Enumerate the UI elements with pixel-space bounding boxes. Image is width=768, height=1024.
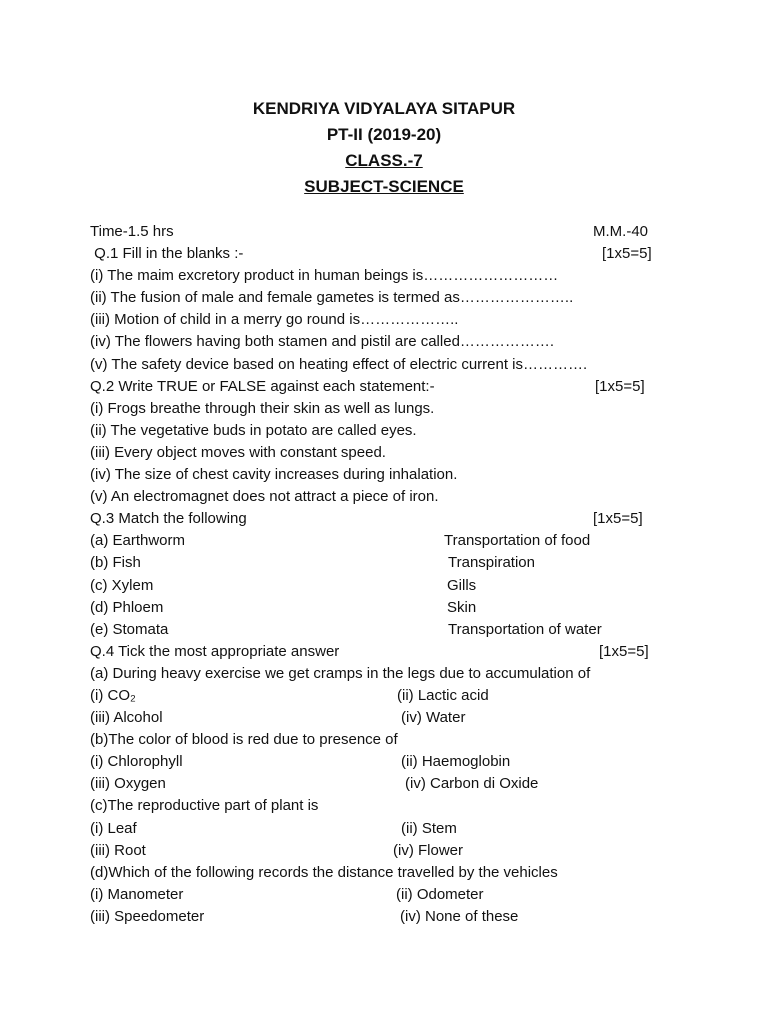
mcq-option: (i) Chlorophyll [90,753,183,771]
match-row [90,597,670,619]
mcq-option: (iv) Water [401,709,466,727]
mcq-option: (ii) Odometer [396,885,484,903]
mcq-question: (a) During heavy exercise we get cramps in the legs due to accumulation of [90,664,591,682]
mcq-option-row [90,884,670,906]
match-left: (a) Earthworm [90,532,186,550]
q1-title: Q.1 Fill in the blanks :- [90,245,244,263]
q2-item: (iv) The size of chest cavity increases during inhalation. [90,466,458,484]
q1-item: (iv) The flowers having both stamen and pistil are called………………. [90,333,555,351]
q2-heading [90,376,670,398]
q3-marks: [1x5=5] [593,510,643,528]
q3-heading [90,508,670,530]
class-title: CLASS.-7 [345,151,423,170]
match-row [90,575,670,597]
time-text: Time-1.5 hrs [90,223,174,240]
q1-item: (ii) The fusion of male and female gametes is termed as………………….. [90,289,574,307]
match-left: (d) Phloem [90,598,164,616]
q3-title: Q.3 Match the following [90,510,247,528]
mcq-option: (iv) None of these [400,907,519,925]
q1-marks: [1x5=5] [602,245,652,263]
mcq-option: (i) Manometer [90,885,184,903]
mcq-option: (iii) Root [90,841,146,859]
q1-item: (v) The safety device based on heating effect of electric current is…………. [90,355,588,373]
q2-item: (v) An electromagnet does not attract a piece of iron. [90,488,439,506]
q4-heading [90,641,670,663]
match-row [90,530,670,552]
mcq-option: (i) CO₂ [90,686,136,704]
mcq-option-row [90,685,670,707]
match-left: (c) Xylem [90,576,154,594]
max-marks-text: M.M.-40 [593,223,649,240]
mcq-option-row [90,906,670,928]
match-left: (e) Stomata [90,620,169,638]
mcq-option-row [90,707,670,729]
match-right: Gills [447,576,477,594]
document-header [0,96,768,200]
meta-line [90,221,670,243]
school-name: KENDRIYA VIDYALAYA SITAPUR [252,99,516,118]
q1-item: (iii) Motion of child in a merry go round is……………….. [90,311,459,329]
mcq-option: (ii) Lactic acid [397,686,489,704]
mcq-option: (ii) Haemoglobin [401,753,511,771]
q2-item: (ii) The vegetative buds in potato are called eyes. [90,421,417,439]
mcq-option-row [90,773,670,795]
mcq-question: (c)The reproductive part of plant is [90,797,319,815]
mcq-option-row [90,818,670,840]
mcq-question: (d)Which of the following records the distance travelled by the vehicles [90,863,558,881]
q1-heading [90,243,670,265]
match-right: Transportation of food [444,532,591,550]
q4-marks: [1x5=5] [599,642,649,660]
match-right: Transpiration [448,554,535,572]
mcq-option: (iv) Carbon di Oxide [405,775,539,793]
match-right: Skin [447,598,477,616]
q2-marks: [1x5=5] [595,377,645,395]
q2-item: (i) Frogs breathe through their skin as well as lungs. [90,399,435,417]
q2-item: (iii) Every object moves with constant speed. [90,443,386,461]
mcq-option-row [90,751,670,773]
mcq-option: (ii) Stem [401,819,457,837]
exam-title: PT-II (2019-20) [326,125,442,144]
q2-title: Q.2 Write TRUE or FALSE against each statement:- [90,377,435,395]
match-row [90,619,670,641]
mcq-option-row [90,840,670,862]
match-left: (b) Fish [90,554,141,572]
match-right: Transportation of water [448,620,602,638]
subject-title: SUBJECT-SCIENCE [304,177,464,196]
match-row [90,552,670,574]
mcq-question: (b)The color of blood is red due to presence of [90,731,398,749]
mcq-option: (iii) Alcohol [90,709,163,727]
mcq-option: (iv) Flower [393,841,463,859]
mcq-option: (iii) Speedometer [90,907,205,925]
mcq-option: (iii) Oxygen [90,775,166,793]
question-paper-body [90,221,670,928]
mcq-option: (i) Leaf [90,819,137,837]
q1-item: (i) The maim excretory product in human beings is……………………… [90,267,559,285]
q4-title: Q.4 Tick the most appropriate answer [90,642,340,660]
